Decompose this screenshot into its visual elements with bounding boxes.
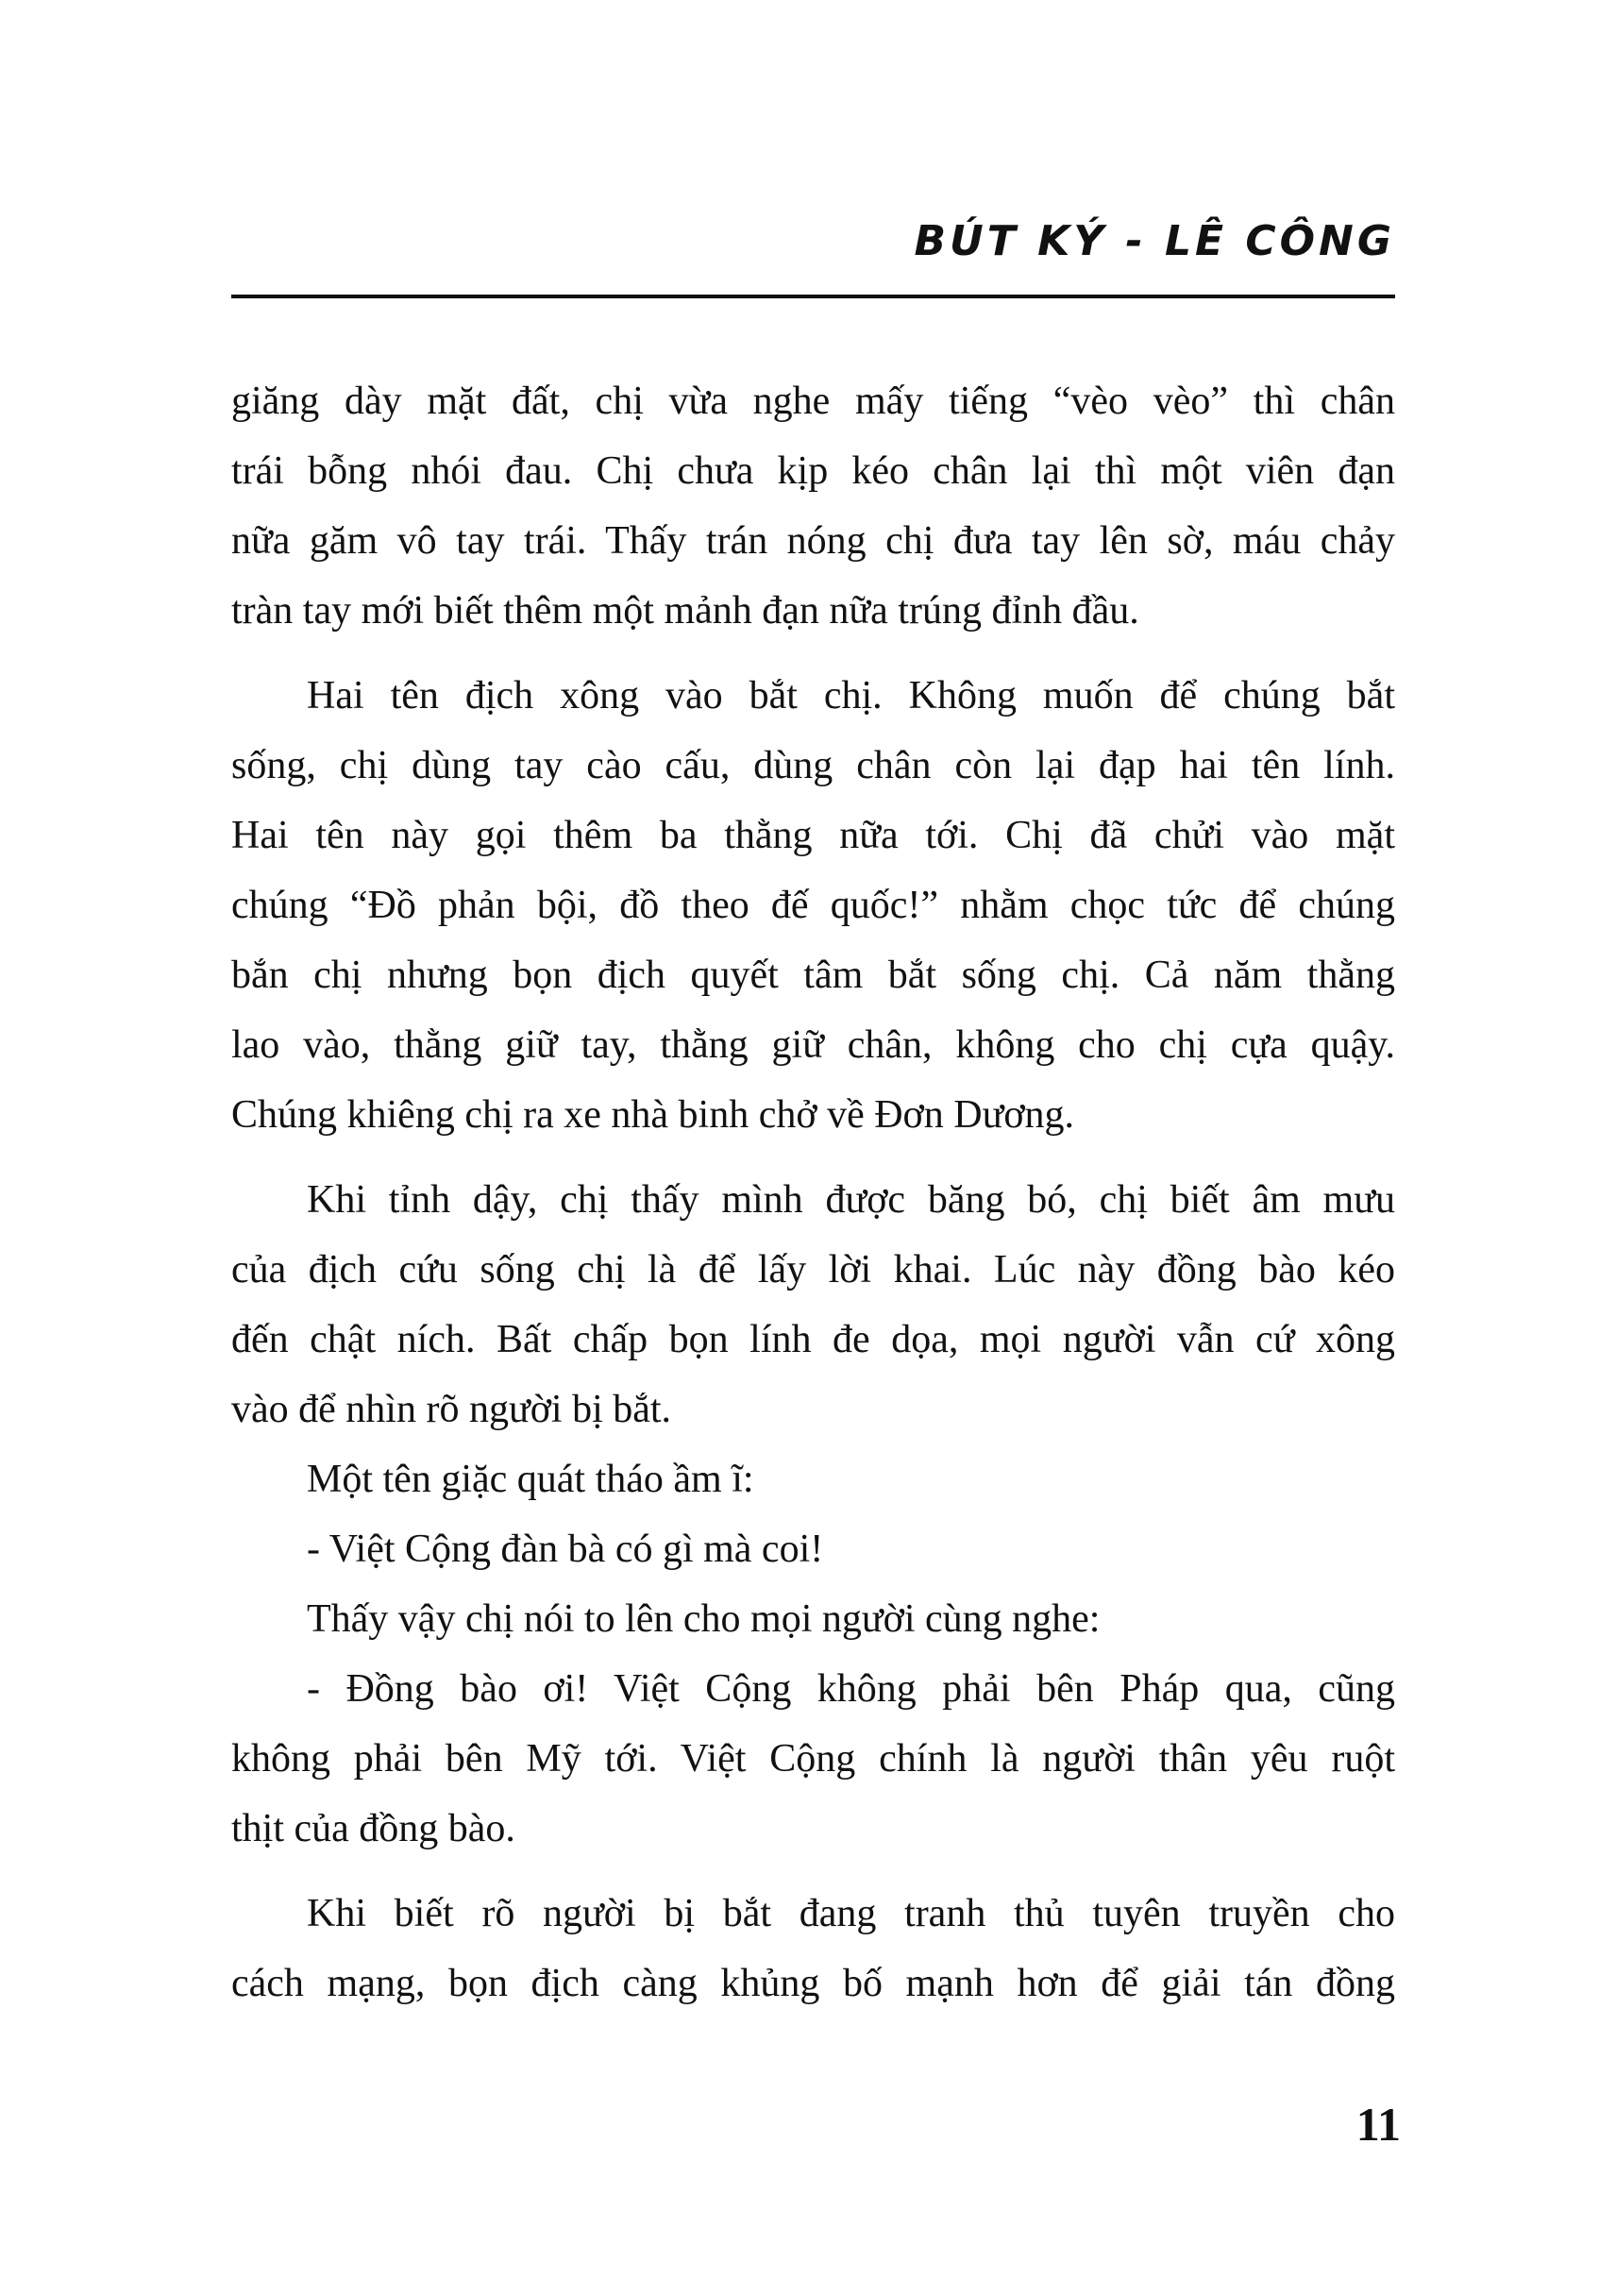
text-line: Hai tên địch xông vào bắt chị. Không muốn để chúng bắt — [307, 674, 1395, 718]
text-line: - Việt Cộng đàn bà có gì mà coi! — [307, 1528, 824, 1571]
text-line: của địch cứu sống chị là để lấy lời khai. Lúc này đồng bào kéo — [231, 1248, 1395, 1292]
running-head: BÚT KÝ - LÊ CÔNG — [914, 217, 1395, 265]
text-line: nữa găm vô tay trái. Thấy trán nóng chị đưa tay lên sờ, máu chảy — [231, 519, 1395, 563]
text-line: tràn tay mới biết thêm một mảnh đạn nữa trúng đỉnh đầu. — [231, 589, 1139, 633]
text-line: không phải bên Mỹ tới. Việt Cộng chính là người thân yêu ruột — [231, 1737, 1395, 1781]
text-line: Khi biết rõ người bị bắt đang tranh thủ tuyên truyền cho — [307, 1892, 1395, 1935]
text-line: chúng “Đồ phản bội, đồ theo đế quốc!” nhằm chọc tức để chúng — [231, 884, 1395, 927]
header-rule — [231, 295, 1395, 298]
text-line: Chúng khiêng chị ra xe nhà binh chở về Đơn Dương. — [231, 1093, 1075, 1137]
text-line: lao vào, thằng giữ tay, thằng giữ chân, không cho chị cựa quậy. — [231, 1023, 1395, 1067]
text-line: Thấy vậy chị nói to lên cho mọi người cùng nghe: — [307, 1597, 1101, 1641]
page-number: 11 — [1355, 2098, 1401, 2151]
text-line: giăng dày mặt đất, chị vừa nghe mấy tiếng “vèo vèo” thì chân — [231, 380, 1395, 423]
text-line: vào để nhìn rõ người bị bắt. — [231, 1388, 672, 1431]
text-line: trái bỗng nhói đau. Chị chưa kịp kéo chân lại thì một viên đạn — [231, 449, 1395, 493]
text-line: - Đồng bào ơi! Việt Cộng không phải bên Pháp qua, cũng — [307, 1667, 1395, 1711]
body-text — [231, 366, 1395, 2018]
text-line: đến chật ních. Bất chấp bọn lính đe dọa, mọi người vẫn cứ xông — [231, 1318, 1395, 1361]
text-line: cách mạng, bọn địch càng khủng bố mạnh hơn để giải tán đồng — [231, 1962, 1395, 2005]
text-line: bắn chị nhưng bọn địch quyết tâm bắt sống chị. Cả năm thằng — [231, 954, 1395, 997]
text-line: Khi tỉnh dậy, chị thấy mình được băng bó, chị biết âm mưu — [307, 1178, 1395, 1222]
text-line: thịt của đồng bào. — [231, 1807, 515, 1850]
text-line: sống, chị dùng tay cào cấu, dùng chân còn lại đạp hai tên lính. — [231, 744, 1395, 787]
text-line: Hai tên này gọi thêm ba thằng nữa tới. Chị đã chửi vào mặt — [231, 814, 1395, 857]
text-line: Một tên giặc quát tháo ầm ĩ: — [307, 1458, 754, 1501]
